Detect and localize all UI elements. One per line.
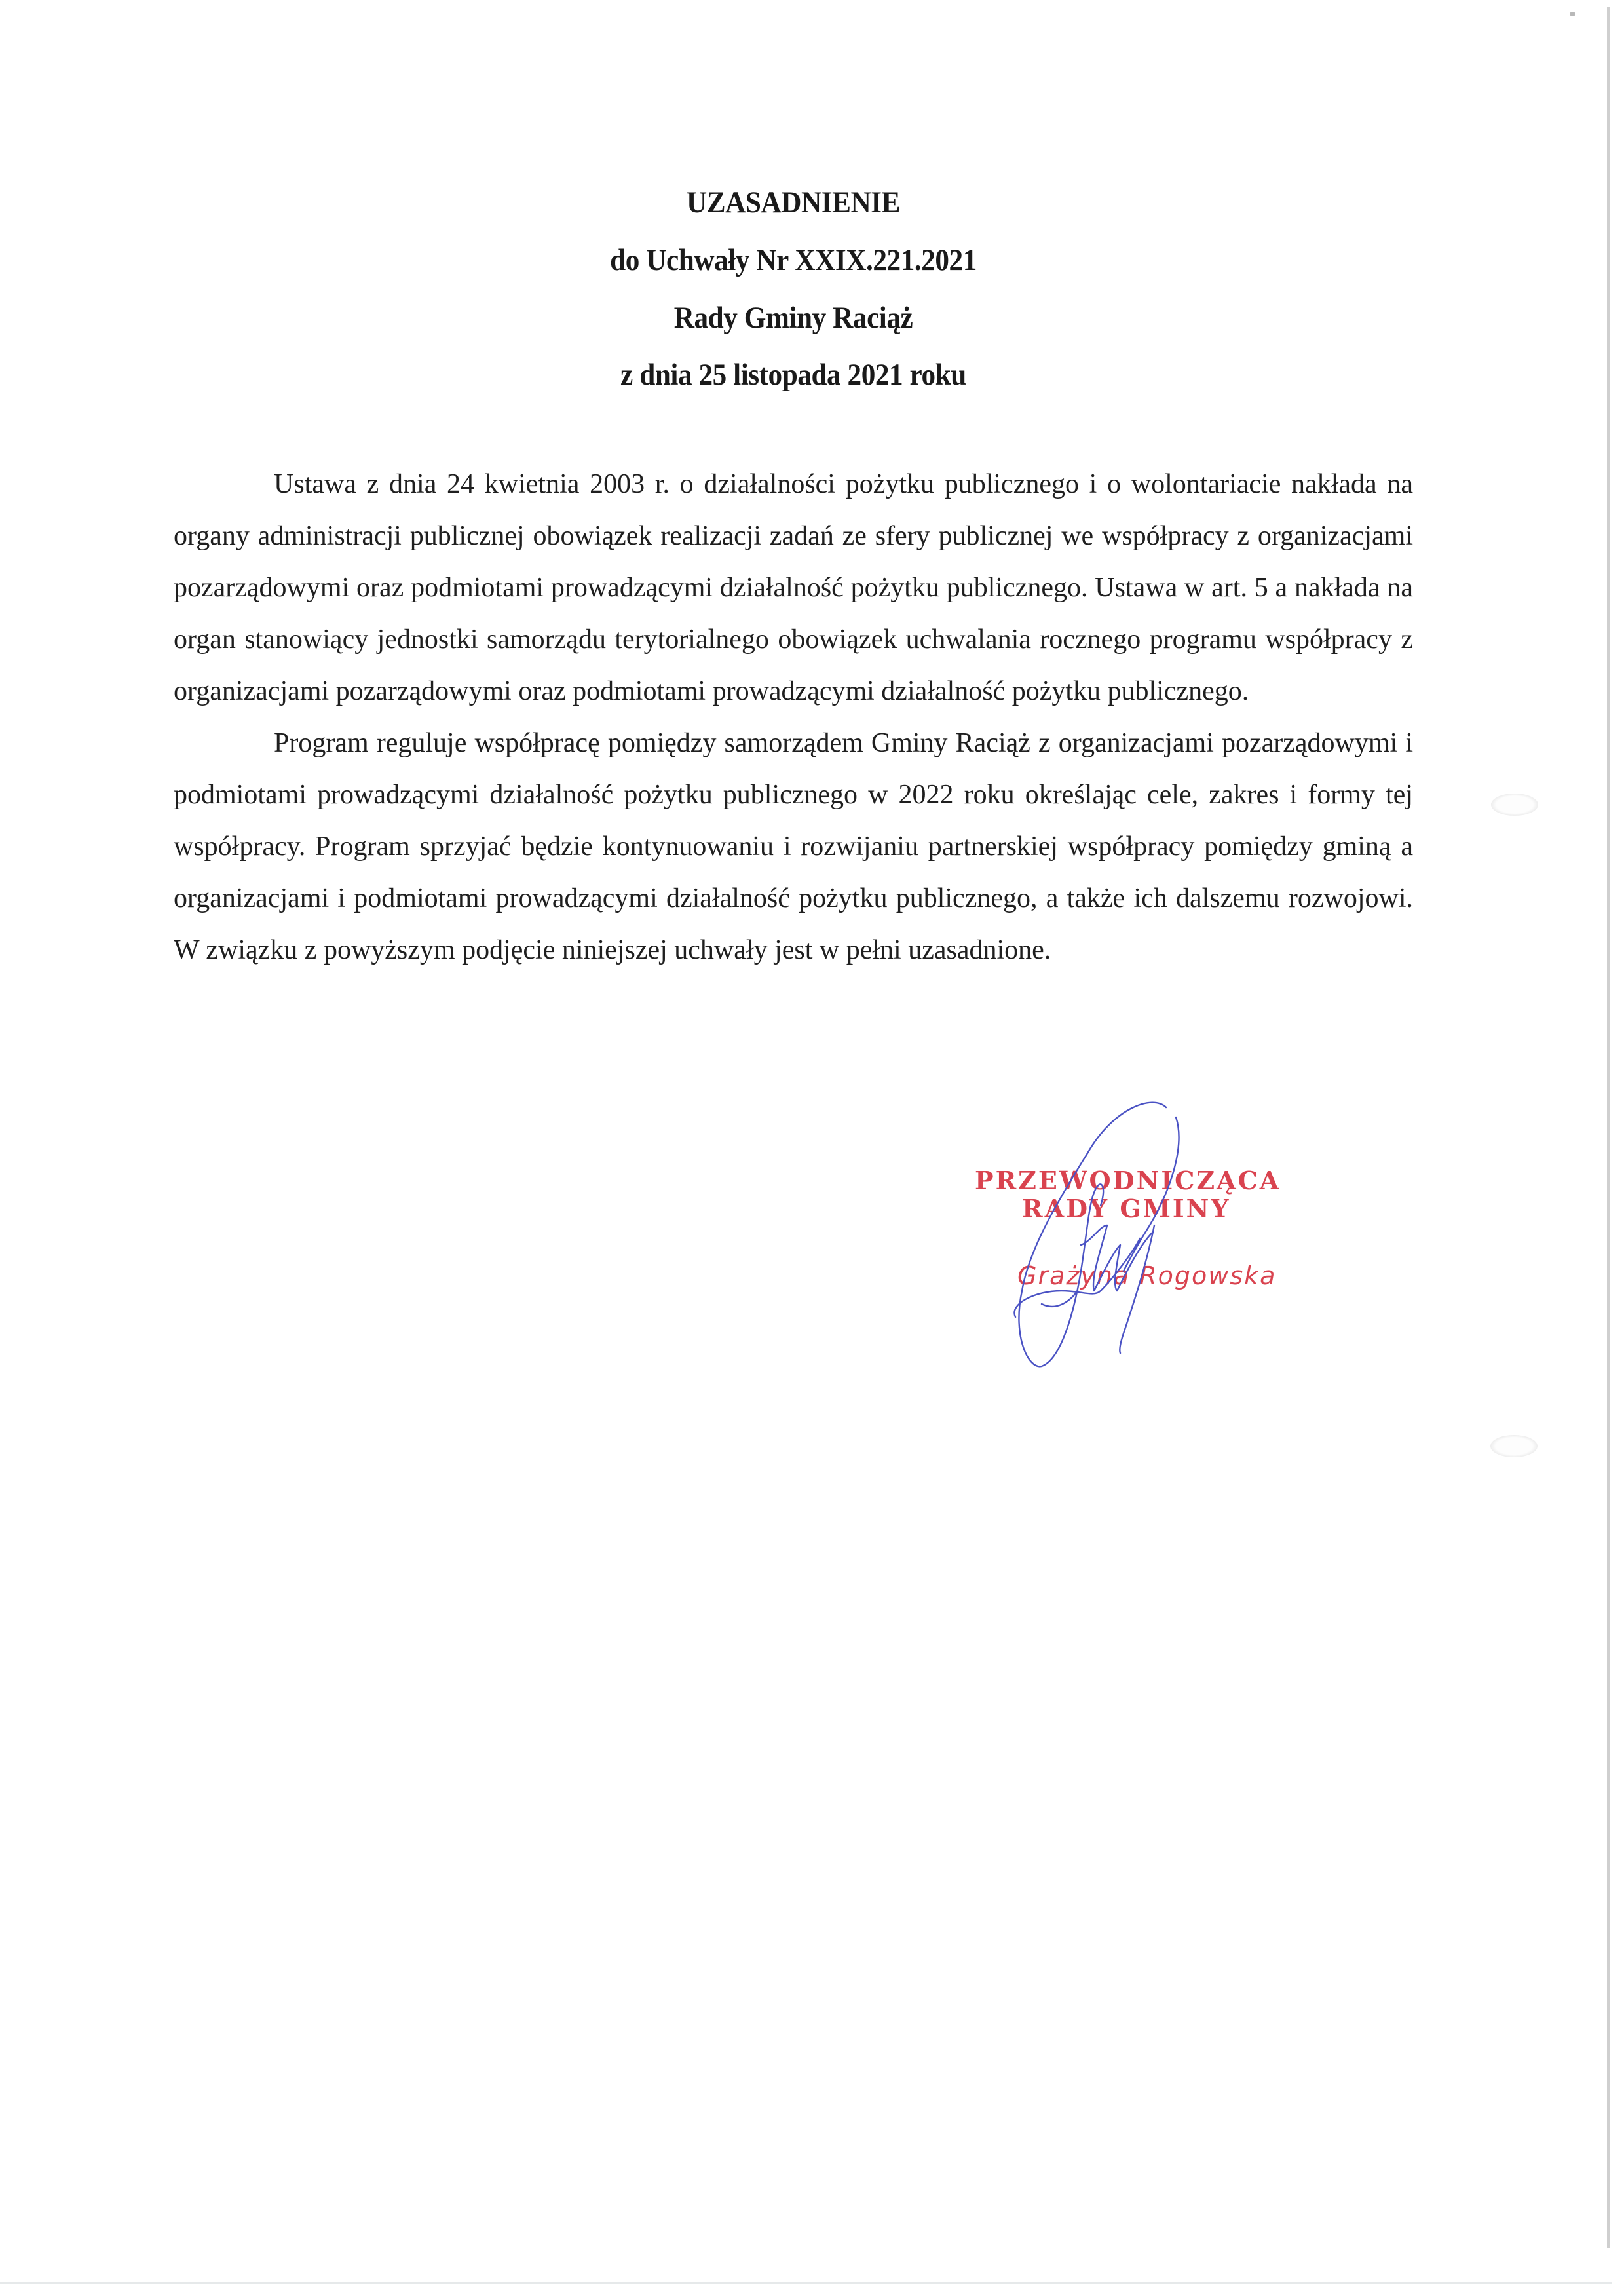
scan-speck xyxy=(1570,12,1575,16)
punch-hole-icon xyxy=(1491,794,1538,816)
document-title: UZASADNIENIE xyxy=(686,185,901,220)
resolution-date: z dnia 25 listopada 2021 roku xyxy=(620,358,966,392)
resolution-number: do Uchwały Nr XXIX.221.2021 xyxy=(610,243,977,277)
council-name: Rady Gminy Raciąż xyxy=(673,301,913,335)
stamp-name: Grażyna Rogowska xyxy=(1017,1261,1277,1290)
stamp-organ: RADY GMINY xyxy=(1022,1194,1231,1223)
stamp-title: PRZEWODNICZĄCA xyxy=(975,1166,1281,1195)
page-edge-bottom xyxy=(0,2282,1612,2284)
justification-body xyxy=(174,459,1413,976)
paragraph: Ustawa z dnia 24 kwietnia 2003 r. o działalności pożytku publicznego i o wolontariacie nakłada na organy administracji publicznej obowiązek realizacji zadań ze sfery publicznej we współpracy z organizacjami pozarządowymi oraz podmiotami prowadzącymi działalność pożytku publicznego. Ustawa w art. 5 a nakłada na organ stanowiący jednostki samorządu terytorialnego obowiązek uchwalania rocznego programu współpracy z organizacjami pozarządowymi oraz podmiotami prowadzącymi działalność pożytku publicznego. xyxy=(174,469,1413,706)
punch-hole-icon xyxy=(1490,1435,1538,1457)
page-edge-right xyxy=(1607,7,1610,2248)
paragraph: Program reguluje współpracę pomiędzy samorządem Gminy Raciąż z organizacjami pozarządowymi i podmiotami prowadzącymi działalność pożytku publicznego w 2022 roku określając cele, zakres i formy tej współpracy. Program sprzyjać będzie kontynuowaniu i rozwijaniu partnerskiej współpracy pomiędzy gminą a organizacjami i podmiotami prowadzącymi działalność pożytku publicznego, a także ich dalszemu rozwojowi. W związku z powyższym podjęcie niniejszej uchwały jest w pełni uzasadnione. xyxy=(174,728,1413,965)
handwritten-signature-icon xyxy=(1002,1094,1199,1376)
